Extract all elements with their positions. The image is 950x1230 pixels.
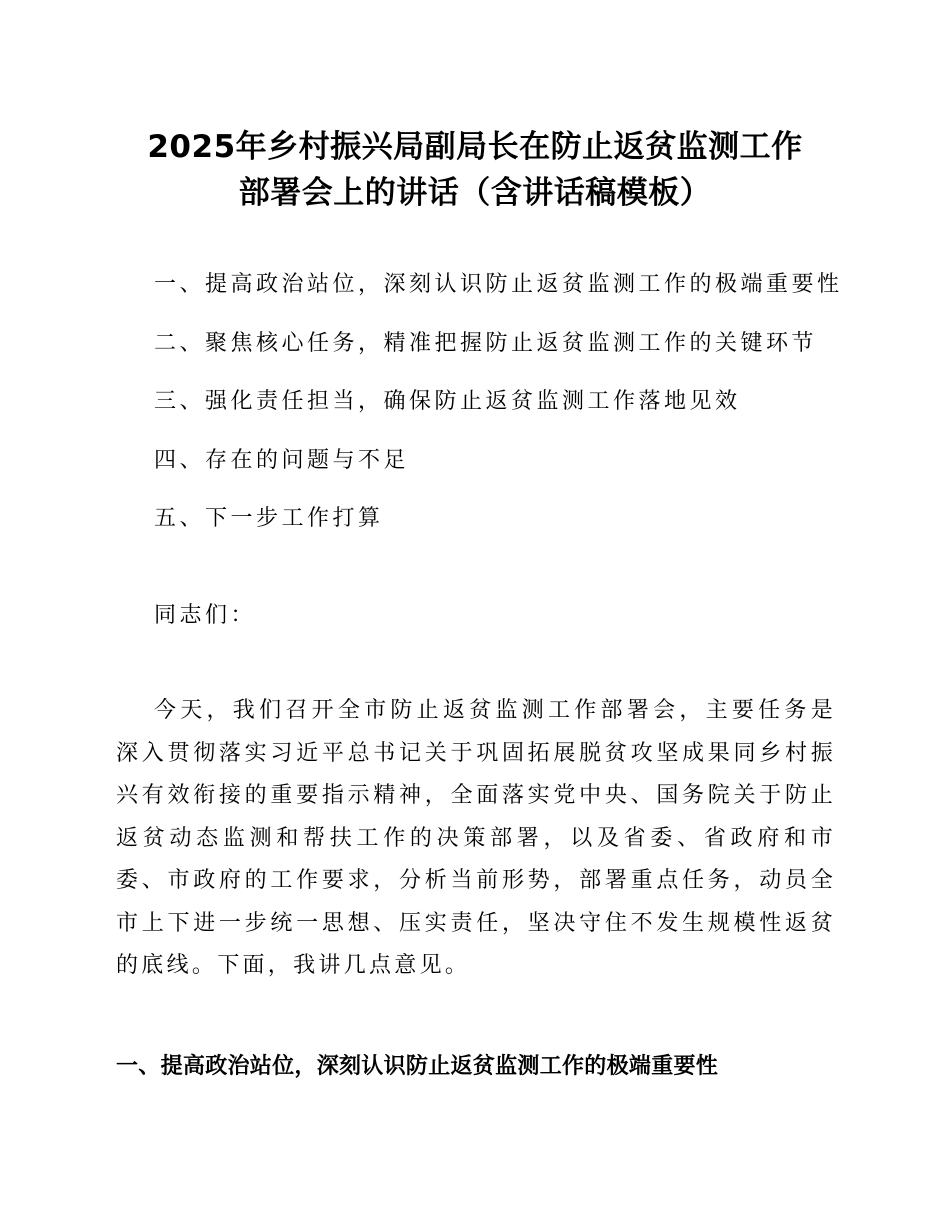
toc-item-5: 五、下一步工作打算 <box>154 506 384 531</box>
document-title-line-1: 2025年乡村振兴局副局长在防止返贫监测工作 <box>147 129 803 165</box>
toc-item-3: 三、强化责任担当，确保防止返贫监测工作落地见效 <box>154 389 741 414</box>
table-of-contents <box>154 264 874 557</box>
document-title-line-2: 部署会上的讲话（含讲话稿模板） <box>238 175 712 211</box>
section-heading-1: 一、提高政治站位，深刻认识防止返贫监测工作的极端重要性 <box>116 1054 719 1079</box>
toc-item-2: 二、聚焦核心任务，精准把握防止返贫监测工作的关键环节 <box>154 330 818 356</box>
opening-paragraph: 今天，我们召开全市防止返贫监测工作部署会，主要任务是深入贯彻落实习近平总书记关于巩固拓展脱贫攻坚成果同乡村振兴有效衔接的重要指示精神，全面落实党中央、国务院关于防止返贫动态监测和帮扶工作的决策部署，以及省委、省政府和市委、市政府的工作要求，分析当前形势，部署重点任务，动员全市上下进一步统一思想、压实责任，坚决守住不发生规模性返贫的底线。下面，我讲几点意见。 <box>116 698 836 978</box>
toc-item-1: 一、提高政治站位，深刻认识防止返贫监测工作的极端重要性 <box>154 272 843 297</box>
toc-item-4: 四、存在的问题与不足 <box>154 447 410 473</box>
salutation: 同志们： <box>154 603 257 628</box>
document-title <box>60 124 890 216</box>
